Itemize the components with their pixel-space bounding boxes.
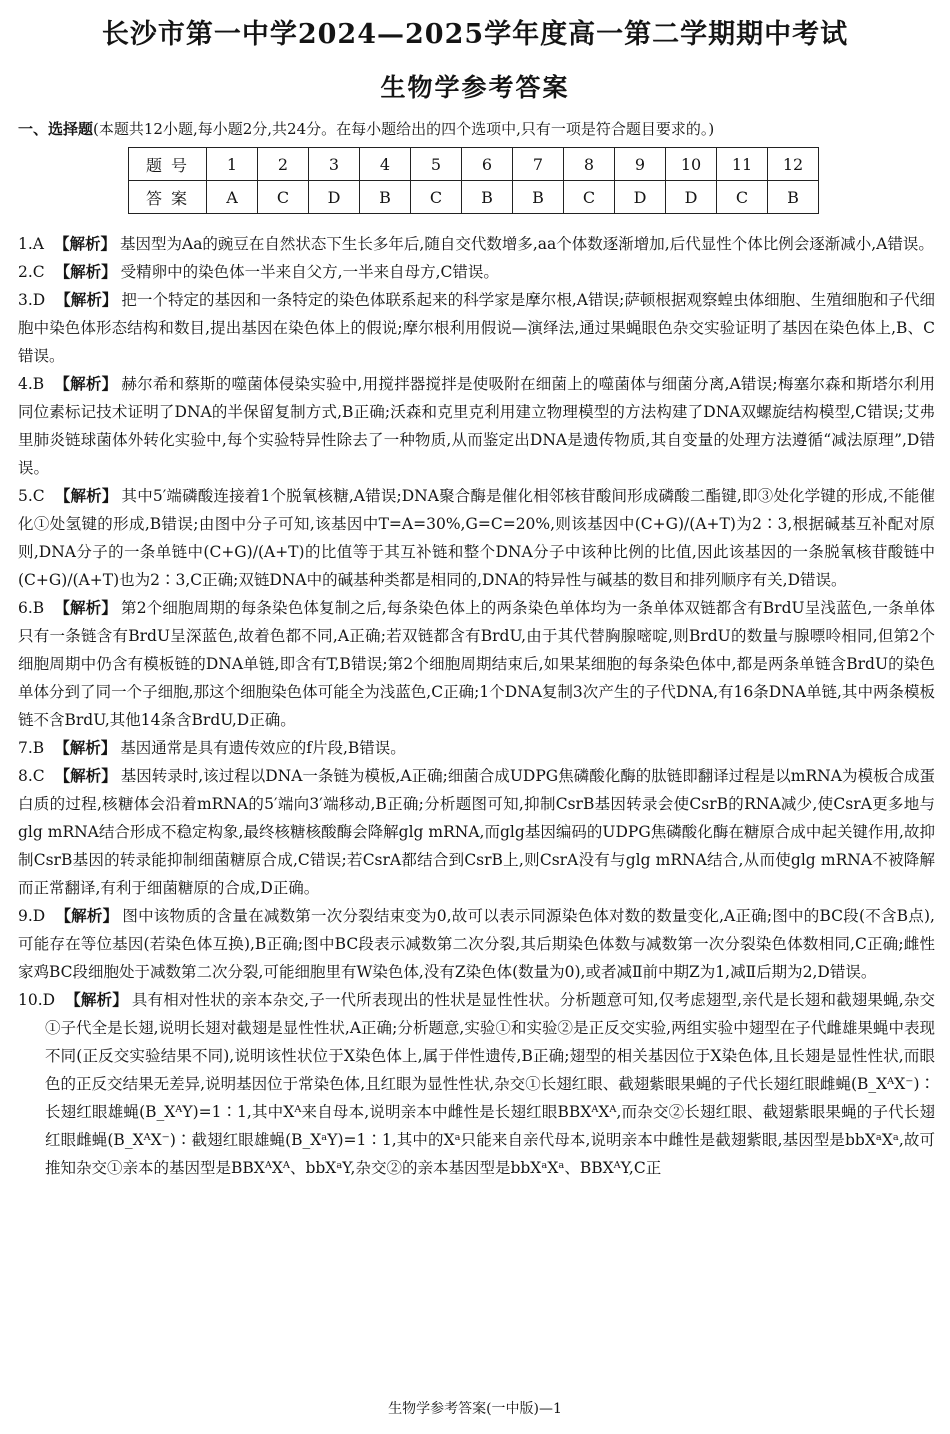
item-number: 2.C [18,263,45,281]
analysis-tag: 【解析】 [55,290,118,309]
answer-cell: D [666,181,717,214]
item-number: 5.C [18,487,45,505]
answer-cell: D [309,181,360,214]
analysis-tag: 【解析】 [54,486,118,505]
answer-cell: A [207,181,258,214]
analysis-item [18,258,935,286]
answer-cell: C [411,181,462,214]
answer-table-row-numbers [129,148,819,181]
item-number: 9.D [18,907,46,925]
item-text: 把一个特定的基因和一条特定的染色体联系起来的科学家是摩尔根,A错误;萨顿根据观察蝗虫体细胞、生殖细胞和子代细胞中染色体形态结构和数目,提出基因在染色体上的假说;摩尔根利用假说—演绎法,通过果蝇眼色杂交实验证明了基因在染色体上,B、C错误。 [18,291,935,365]
analysis-tag: 【解析】 [53,234,116,253]
row-head-number: 题 号 [129,148,207,181]
answer-cell: B [513,181,564,214]
answer-cell: C [258,181,309,214]
analysis-tag: 【解析】 [54,262,117,281]
page-footer: 生物学参考答案(一中版)—1 [388,1401,562,1417]
question-number: 12 [768,148,819,181]
item-text: 基因转录时,该过程以DNA一条链为模板,A正确;细菌合成UDPG焦磷酸化酶的肽链即翻译过程是以mRNA为模板合成蛋白质的过程,核糖体会沿着mRNA的5′端向3′端移动,B正确;分析题图可知,抑制CsrB基因转录会使CsrB的RNA减少,使CsrA更多地与glg mRNA结合形成不稳定构象,最终核糖核酸酶会降解glg mRNA,而glg基因编码的UDPG焦磷酸化酶在糖原合成中起关键作用,故抑制CsrB基因的转录能抑制细菌糖原合成,C错误;若CsrA都结合到CsrB上,则CsrA没有与glg mRNA结合,从而使glg mRNA不被降解而正常翻译,有利于细菌糖原的合成,D正确。 [18,767,935,897]
item-text: 具有相对性状的亲本杂交,子一代所表现出的性状是显性性状。分析题意可知,仅考虑翅型,亲代是长翅和截翅果蝇,杂交①子代全是长翅,说明长翅对截翅是显性性状,A正确;分析题意,实验①和实验②是正反交实验,两组实验中翅型在子代雌雄果蝇中表现不同(正反交实验结果不同),说明该性状位于X染色体上,属于伴性遗传,B正确;翅型的相关基因位于X染色体,且长翅是显性性状,而眼色的正反交结果无差异,说明基因位于常染色体,且红眼为显性性状,杂交①长翅红眼、截翅紫眼果蝇的子代长翅红眼雌蝇(B_XᴬX⁻)∶长翅红眼雄蝇(B_XᴬY)=1∶1,其中Xᴬ来自母本,说明亲本中雌性是长翅红眼BBXᴬXᴬ,而杂交②长翅红眼、截翅紫眼果蝇的子代长翅红眼雌蝇(B_XᴬX⁻)∶截翅红眼雄蝇(B_XᵃY)=1∶1,其中的Xᵃ只能来自亲代母本,说明亲本中雌性是截翅紫眼,基因型是bbXᵃXᵃ,故可推知杂交①亲本的基因型是BBXᴬXᴬ、bbXᵃY,杂交②的亲本基因型是bbXᵃXᵃ、BBXᴬY,C正 [45,991,935,1177]
analysis-tag: 【解析】 [54,766,117,785]
section-instruction: (本题共12小题,每小题2分,共24分。在每小题给出的四个选项中,只有一项是符合题目要求的。) [93,120,715,138]
question-number: 3 [309,148,360,181]
analysis-item [18,734,935,762]
answer-cell: D [615,181,666,214]
section-heading [18,118,938,139]
item-number: 7.B [18,739,45,757]
analysis-item [18,902,935,986]
answer-cell: B [360,181,411,214]
question-number: 6 [462,148,513,181]
item-text: 图中该物质的含量在减数第一次分裂结束变为0,故可以表示同源染色体对数的数量变化,A正确;图中的BC段(不含B点),可能存在等位基因(若染色体互换),B正确;图中BC段表示减数第二次分裂,其后期染色体数与减数第一次分裂染色体数相同,C正确;雌性家鸡BC段细胞处于减数第二次分裂,可能细胞里有W染色体,没有Z染色体(数量为0),或者减Ⅱ前中期Z为1,减Ⅱ后期为2,D错误。 [18,907,935,981]
answer-cell: B [462,181,513,214]
question-number: 10 [666,148,717,181]
page-title: 长沙市第一中学2024—2025学年度高一第二学期期中考试 [101,19,849,50]
item-text: 基因通常是具有遗传效应的f片段,B错误。 [120,739,406,757]
analysis-tag: 【解析】 [54,598,118,617]
item-text: 赫尔希和蔡斯的噬菌体侵染实验中,用搅拌器搅拌是使吸附在细菌上的噬菌体与细菌分离,A错误;梅塞尔森和斯塔尔利用同位素标记技术证明了DNA的半保留复制方式,B正确;沃森和克里克利用建立物理模型的方法构建了DNA双螺旋结构模型,C错误;艾弗里肺炎链球菌体外转化实验中,每个实验特异性除去了一种物质,从而鉴定出DNA是遗传物质,其自变量的处理方法遵循“减法原理”,D错误。 [18,375,935,477]
analysis-item [18,230,935,258]
answer-table-row-answers [129,181,819,214]
item-text: 其中5′端磷酸连接着1个脱氧核糖,A错误;DNA聚合酶是催化相邻核苷酸间形成磷酸二酯键,即③处化学键的形成,不能催化①处氢键的形成,B错误;由图中分子可知,该基因中T=A=30%,G=C=20%,则该基因中(C+G)/(A+T)为2∶3,根据碱基互补配对原则,DNA分子的一条单链中(C+G)/(A+T)的比值等于其互补链和整个DNA分子中该种比例的比值,因此该基因的一条脱氧核苷酸链中(C+G)/(A+T)也为2∶3,C正确;双链DNA中的碱基种类都是相同的,DNA的特异性与碱基的数目和排列顺序有关,D错误。 [18,487,935,589]
question-number: 7 [513,148,564,181]
item-number: 4.B [18,375,45,393]
question-number: 9 [615,148,666,181]
analysis-item [18,762,935,902]
answer-cell: B [768,181,819,214]
item-number: 6.B [18,599,45,617]
question-number: 11 [717,148,768,181]
item-text: 第2个细胞周期的每条染色体复制之后,每条染色体上的两条染色单体均为一条单体双链都含有BrdU呈浅蓝色,一条单体只有一条链含有BrdU呈深蓝色,故着色都不同,A正确;若双链都含有BrdU,由于其代替胸腺嘧啶,则BrdU的数量与腺嘌呤相同,但第2个细胞周期中仍含有模板链的DNA单链,即含有T,B错误;第2个细胞周期结束后,如果某细胞的每条染色体中,都是两条单链含BrdU的染色单体分到了同一个子细胞,那这个细胞染色体可能全为浅蓝色,C正确;1个DNA复制3次产生的子代DNA,有16条DNA单链,其中两条模板链不含BrdU,其他14条含BrdU,D正确。 [18,599,935,729]
item-number: 8.C [18,767,45,785]
analysis-item [18,286,935,370]
analysis-tag: 【解析】 [54,738,117,757]
item-text: 基因型为Aa的豌豆在自然状态下生长多年后,随自交代数增多,aa个体数逐渐增加,后代显性个体比例会逐渐减小,A错误。 [120,235,934,253]
section-label: 一、选择题 [18,120,94,138]
question-number: 2 [258,148,309,181]
item-number: 1.A [18,235,44,253]
question-number: 4 [360,148,411,181]
analysis-tag: 【解析】 [65,990,128,1009]
question-number: 8 [564,148,615,181]
analysis-tag: 【解析】 [54,374,118,393]
answer-cell: C [564,181,615,214]
page-subtitle: 生物学参考答案 [380,73,570,102]
item-text: 受精卵中的染色体一半来自父方,一半来自母方,C错误。 [120,263,499,281]
question-number: 1 [207,148,258,181]
answer-cell: C [717,181,768,214]
item-number: 10.D [18,991,56,1009]
answer-table [128,147,819,214]
analysis-item [18,370,935,482]
analysis-item [18,482,935,594]
item-number: 3.D [18,291,46,309]
row-head-answer: 答 案 [129,181,207,214]
analysis-item [18,594,935,734]
analysis-list [18,230,935,1182]
analysis-tag: 【解析】 [55,906,119,925]
analysis-item [18,986,935,1182]
question-number: 5 [411,148,462,181]
